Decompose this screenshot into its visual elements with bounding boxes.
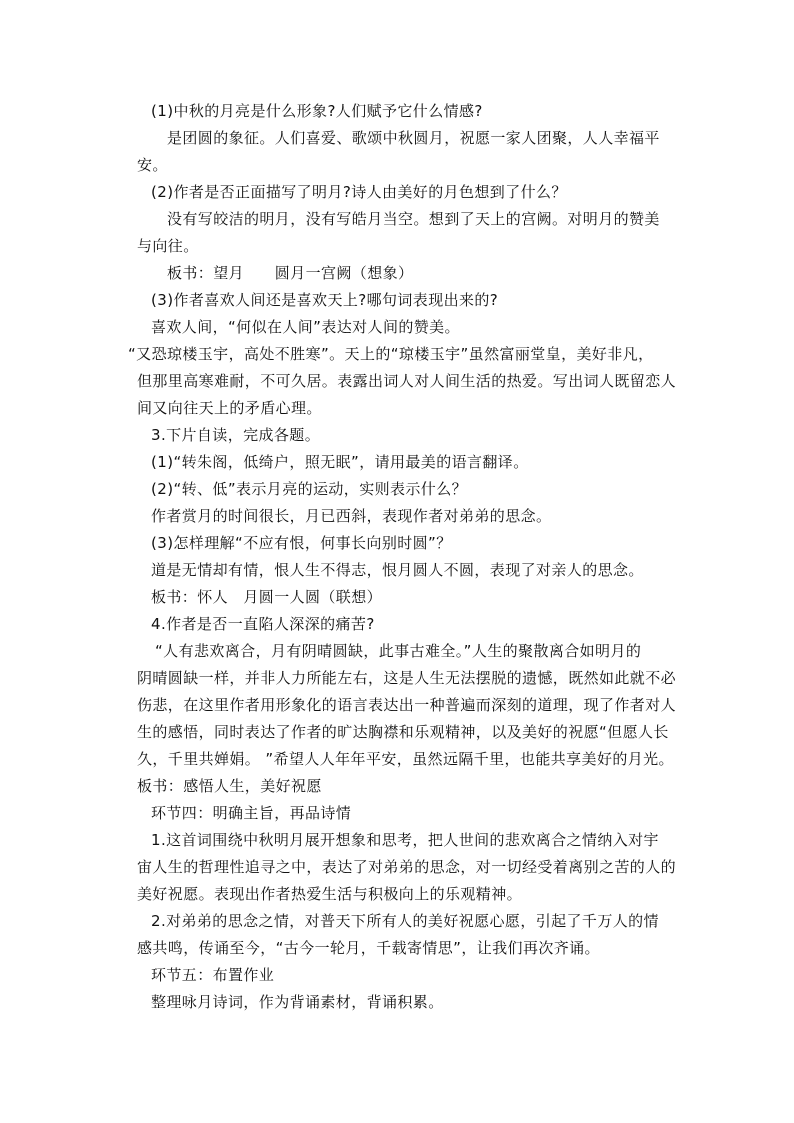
answer-1-line-2: 安。 <box>137 156 168 174</box>
answer-2-line-2: 与向往。 <box>137 237 199 255</box>
section-3-heading: 3.下片自读，完成各题。 <box>151 426 321 444</box>
answer-3-line-4: 间又向往天上的矛盾心理。 <box>137 399 322 417</box>
paragraph-4-line-4: 生的感悟，同时表达了作者的旷达胸襟和乐观精神，以及美好的祝愿“但愿人长 <box>137 723 669 741</box>
stage-4-point-1-line-2: 宙人生的哲理性追寻之中，表达了对弟弟的思念，对一切经受着离别之苦的人的 <box>137 858 677 876</box>
answer-2-line-1: 没有写皎洁的明月，没有写皓月当空。想到了天上的宫阙。对明月的赞美 <box>167 210 660 228</box>
question-2-describe-moon: (2)作者是否正面描写了明月?诗人由美好的月色想到了什么？ <box>151 183 567 201</box>
board-note-3: 板书：感悟人生，美好祝愿 <box>137 777 322 795</box>
task-2-question: (2)“转、低”表示月亮的运动，实则表示什么？ <box>151 480 467 498</box>
task-2-answer: 作者赏月的时间很长，月已西斜，表现作者对弟弟的思念。 <box>151 507 552 525</box>
answer-3-line-3: 但那里高寒难耐，不可久居。表露出词人对人间生活的热爱。写出词人既留恋人 <box>137 372 677 390</box>
paragraph-4-line-3: 伤悲，在这里作者用形象化的语言表达出一种普遍而深刻的道理，现了作者对人 <box>137 696 677 714</box>
section-4-heading: 4.作者是否一直陷人深深的痛苦? <box>151 615 375 633</box>
board-note-1: 板书：望月 圆月一宫阙（想象） <box>167 264 414 282</box>
stage-4-point-1-line-1: 1.这首词围绕中秋明月展开想象和思考，把人世间的悲欢离合之情纳入对宇 <box>151 831 659 849</box>
task-3-question: (3)怎样理解“不应有恨，何事长向别时圆”？ <box>151 534 452 552</box>
answer-1-line-1: 是团圆的象征。人们喜爱、歌颂中秋圆月，祝愿一家人团聚，人人幸福平 <box>167 129 660 147</box>
board-note-2: 板书：怀人 月圆一人圆（联想） <box>151 588 383 606</box>
stage-4-heading: 环节四：明确主旨，再品诗情 <box>151 804 352 822</box>
question-3-human-or-heaven: (3)作者喜欢人间还是喜欢天上?哪句词表现出来的? <box>151 291 499 309</box>
stage-4-point-2-line-2: 感共鸣，传诵至今，“古今一轮月，千载寄情思”，让我们再次齐诵。 <box>137 939 600 957</box>
task-1-translate: (1)“转朱阁，低绮户，照无眠”，请用最美的语言翻译。 <box>151 453 529 471</box>
stage-4-point-2-line-1: 2.对弟弟的思念之情，对普天下所有人的美好祝愿心愿，引起了千万人的情 <box>151 912 659 930</box>
task-3-answer: 道是无情却有情，恨人生不得志，恨月圆人不圆，表现了对亲人的思念。 <box>151 561 644 579</box>
paragraph-4-line-1: “人有悲欢离合，月有阴晴圆缺，此事古难全。”人生的聚散离合如明月的 <box>155 642 642 660</box>
homework-text: 整理咏月诗词，作为背诵素材，背诵积累。 <box>151 993 444 1011</box>
stage-5-heading: 环节五：布置作业 <box>151 966 275 984</box>
paragraph-4-line-2: 阴晴圆缺一样，并非人力所能左右，这是人生无法摆脱的遗憾，既然如此就不必 <box>137 669 677 687</box>
paragraph-4-line-5: 久，千里共婵娟。 ”希望人人年年平安，虽然远隔千里，也能共享美好的月光。 <box>137 750 674 768</box>
stage-4-point-1-line-3: 美好祝愿。表现出作者热爱生活与积极向上的乐观精神。 <box>137 885 523 903</box>
answer-3-line-2: “又恐琼楼玉宇，高处不胜寒”。天上的“琼楼玉宇”虽然富丽堂皇，美好非凡， <box>128 345 654 363</box>
question-1-moon-image: (1)中秋的月亮是什么形象?人们赋予它什么情感? <box>151 102 483 120</box>
answer-3-line-1: 喜欢人间，“何似在人间”表达对人间的赞美。 <box>151 318 460 336</box>
